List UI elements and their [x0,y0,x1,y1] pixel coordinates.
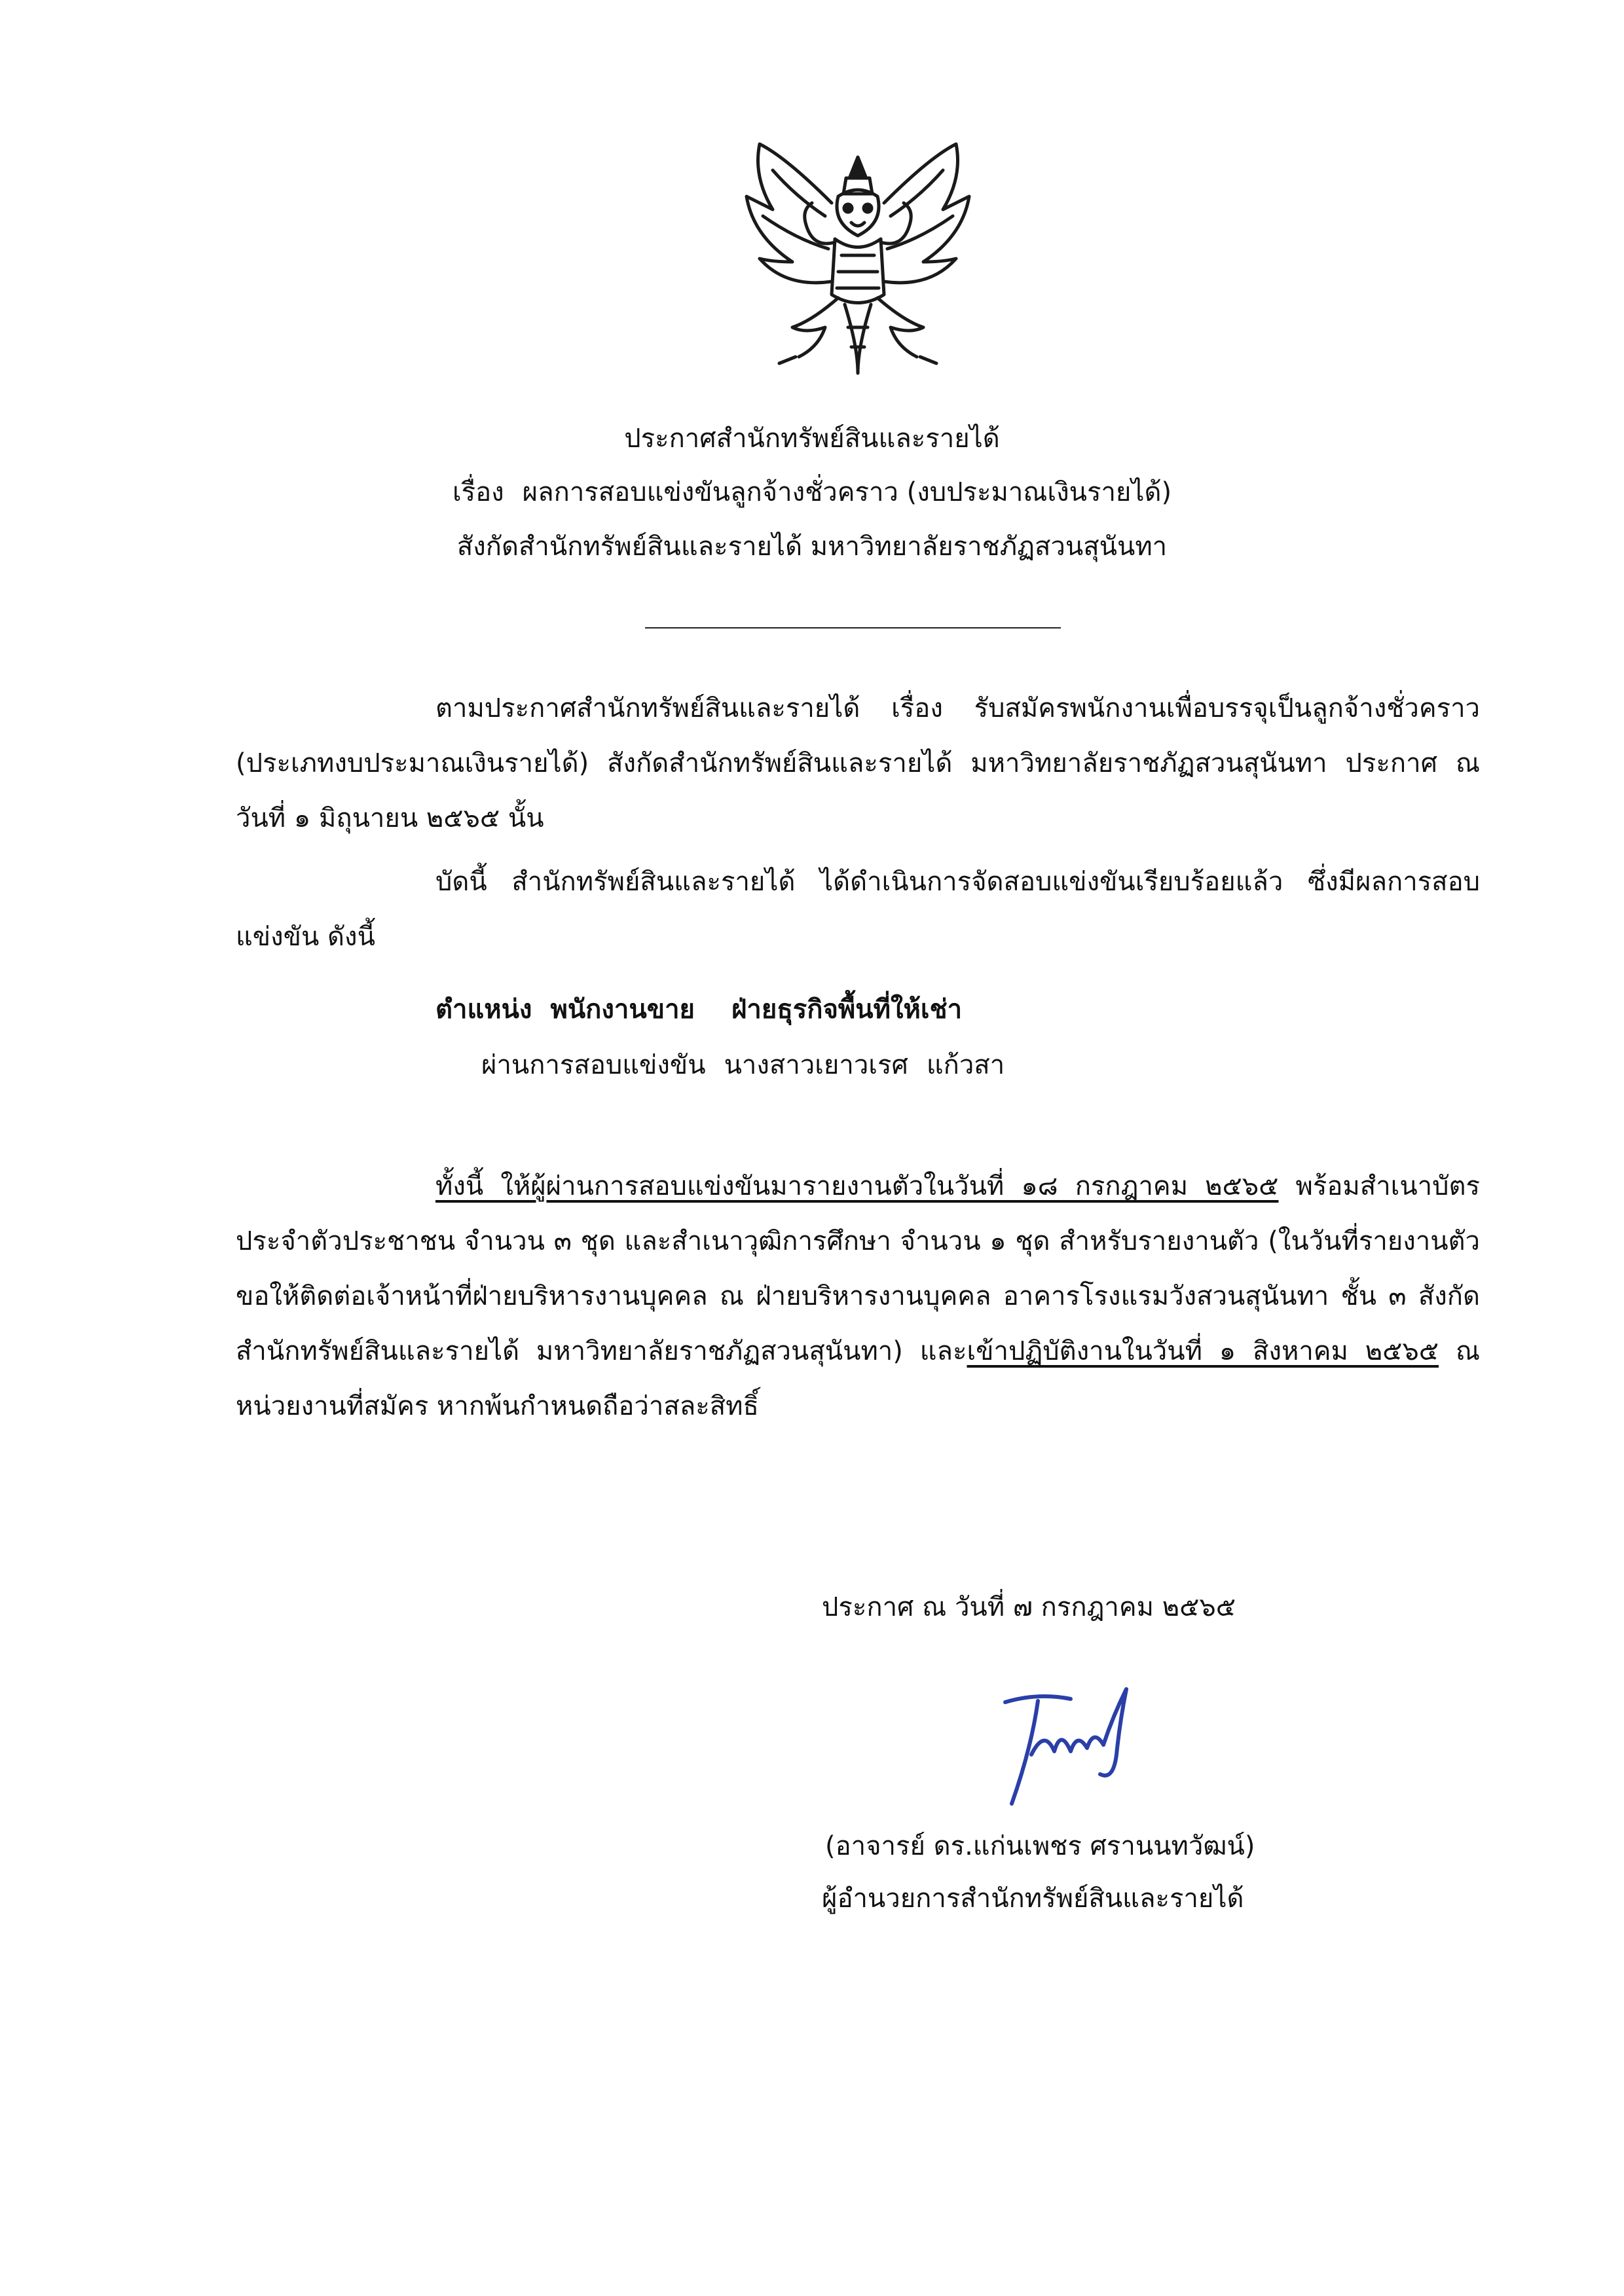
candidate-name: นางสาวเยาวเรศ [724,1050,908,1080]
signer-name: (อาจารย์ ดร.แก่นเพชร ศรานนทวัฒน์) [825,1831,1255,1861]
subject-label: เรื่อง [452,477,504,507]
pass-label: ผ่านการสอบแข่งขัน [481,1050,706,1080]
paragraph-instructions [236,1159,1480,1434]
position-label: ตำแหน่ง [435,994,532,1025]
announcement-title: ประกาศสำนักทรัพย์สินและรายได้ [624,424,1000,454]
candidate-surname: แก้วสา [926,1050,1005,1080]
forfeit-text: ณ หน่วยงานที่สมัคร หากพ้นกำหนดถือว่าสละสิทธิ์ [236,1336,1480,1421]
paragraph-result-intro: บัดนี้ สำนักทรัพย์สินและรายได้ ได้ดำเนินการจัดสอบแข่งขันเรียบร้อยแล้ว ซึ่งมีผลการสอบแข่งขัน ดังนี้ [236,867,1480,952]
paragraph-reference: ตามประกาศสำนักทรัพย์สินและรายได้ เรื่อง รับสมัครพนักงานเพื่อบรรจุเป็นลูกจ้างชั่วคราว (ประเภทงบประมาณเงินรายได้) สังกัดสำนักทรัพย์สินและรายได้ มหาวิทยาลัยราชภัฏสวนสุนันทา ประกาศ ณ วันที่ ๑ มิถุนายน ๒๕๖๕ นั้น [236,693,1480,833]
pass-line [481,1038,1005,1093]
start-date-text: เข้าปฏิบัติงานในวันที่ ๑ สิงหาคม ๒๕๖๕ [967,1336,1439,1366]
report-date-text: ทั้งนี้ ให้ผู้ผ่านการสอบแข่งขันมารายงานตัวในวันที่ ๑๘ กรกฎาคม ๒๕๖๕ [435,1171,1279,1201]
subject-text: ผลการสอบแข่งขันลูกจ้างชั่วคราว (งบประมาณเงินรายได้) [522,477,1172,507]
department-name: ฝ่ายธุรกิจพื้นที่ให้เช่า [731,994,963,1025]
announcement-date: ประกาศ ณ วันที่ ๗ กรกฎาคม ๒๕๖๕ [822,1592,1236,1622]
subject-line [0,473,1624,512]
position-line [435,982,962,1037]
signature-icon [986,1676,1149,1813]
instructions-text: พร้อมสำเนาบัตรประจำตัวประชาชน จำนวน ๓ ชุด และสำเนาวุฒิการศึกษา จำนวน ๑ ชุด สำหรับรายงานตัว (ในวันที่รายงานตัวขอให้ติดต่อเจ้าหน้าที่ฝ่ายบริหารงานบุคคล ณ ฝ่ายบริหารงานบุคคล อาคารโรงแรมวังสวนสุนันทา ชั้น ๓ สังกัดสำนักทรัพย์สินและรายได้ มหาวิทยาลัยราชภัฏสวนสุนันทา) และ [236,1171,1480,1366]
affiliation-line: สังกัดสำนักทรัพย์สินและรายได้ มหาวิทยาลัยราชภัฏสวนสุนันทา [456,532,1168,562]
garuda-emblem-icon [733,131,982,380]
signer-title: ผู้อำนวยการสำนักทรัพย์สินและรายได้ [822,1884,1244,1914]
title-divider [645,627,1061,629]
position-name: พนักงานขาย [550,994,695,1025]
